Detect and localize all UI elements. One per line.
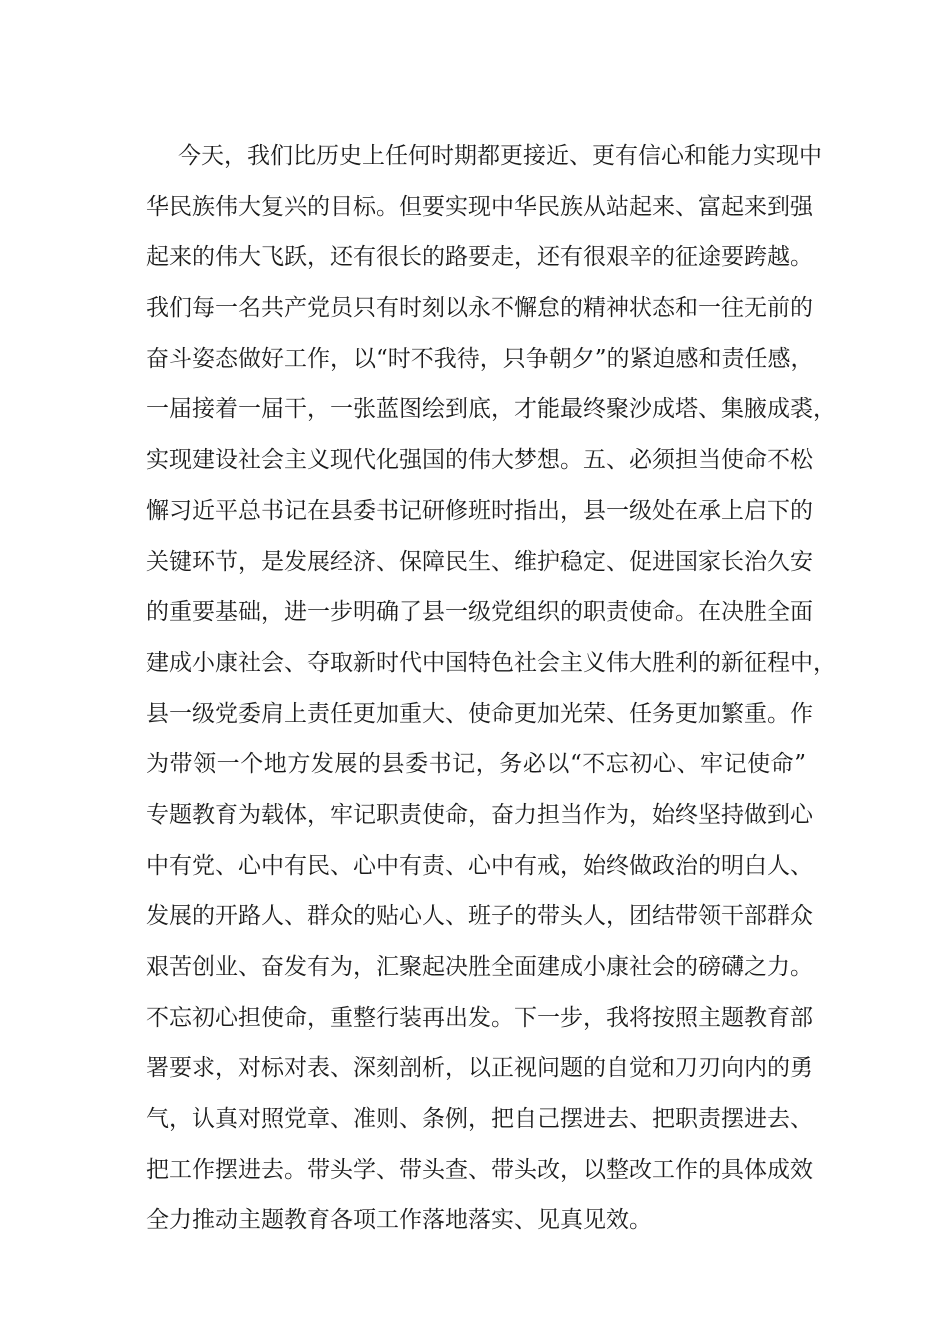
text-line: 署要求，对标对表、深刻剖析，以正视问题的自觉和刀刃向内的勇: [146, 1055, 813, 1082]
text-line: 不忘初心担使命，重整行装再出发。下一步，我将按照主题教育部: [146, 1004, 813, 1031]
text-line: 中有党、心中有民、心中有责、心中有戒，始终做政治的明白人、: [146, 852, 813, 879]
text-line: 艰苦创业、奋发有为，汇聚起决胜全面建成小康社会的磅礴之力。: [146, 954, 813, 980]
text-line: 今天，我们比历史上任何时期都更接近、更有信心和能力实现中: [178, 143, 822, 169]
text-line: 的重要基础，进一步明确了县一级党组织的职责使命。在决胜全面: [146, 599, 813, 626]
text-line: 我们每一名共产党员只有时刻以永不懈怠的精神状态和一往无前的: [146, 295, 813, 322]
text-line: 专题教育为载体，牢记职责使命，奋力担当作为，始终坚持做到心: [146, 801, 813, 828]
text-line: 懈习近平总书记在县委书记研修班时指出，县一级处在承上启下的: [146, 497, 813, 524]
text-line: 建成小康社会、夺取新时代中国特色社会主义伟大胜利的新征程中，: [146, 649, 836, 676]
text-line: 为带领一个地方发展的县委书记，务必以“不忘初心、牢记使命”: [146, 751, 806, 778]
text-line: 实现建设社会主义现代化强国的伟大梦想。五、必须担当使命不松: [146, 447, 813, 474]
text-line: 奋斗姿态做好工作，以“时不我待，只争朝夕”的紧迫感和责任感，: [146, 345, 814, 372]
text-line: 县一级党委肩上责任更加重大、使命更加光荣、任务更加繁重。作: [146, 700, 813, 727]
text-line: 全力推动主题教育各项工作落地落实、见真见效。: [146, 1207, 652, 1234]
text-line: 关键环节，是发展经济、保障民生、维护稳定、促进国家长治久安: [146, 548, 813, 575]
text-line: 一届接着一届干，一张蓝图绘到底，才能最终聚沙成塔、集腋成裘，: [146, 396, 836, 423]
text-line: 把工作摆进去。带头学、带头查、带头改，以整改工作的具体成效: [146, 1156, 813, 1183]
text-line: 气，认真对照党章、准则、条例，把自己摆进去、把职责摆进去、: [146, 1106, 813, 1133]
body-paragraph: [146, 131, 836, 1246]
text-line: 华民族伟大复兴的目标。但要实现中华民族从站起来、富起来到强: [146, 193, 813, 220]
text-line: 起来的伟大飞跃，还有很长的路要走，还有很艰辛的征途要跨越。: [146, 244, 813, 271]
text-line: 发展的开路人、群众的贴心人、班子的带头人，团结带领干部群众: [146, 903, 813, 930]
